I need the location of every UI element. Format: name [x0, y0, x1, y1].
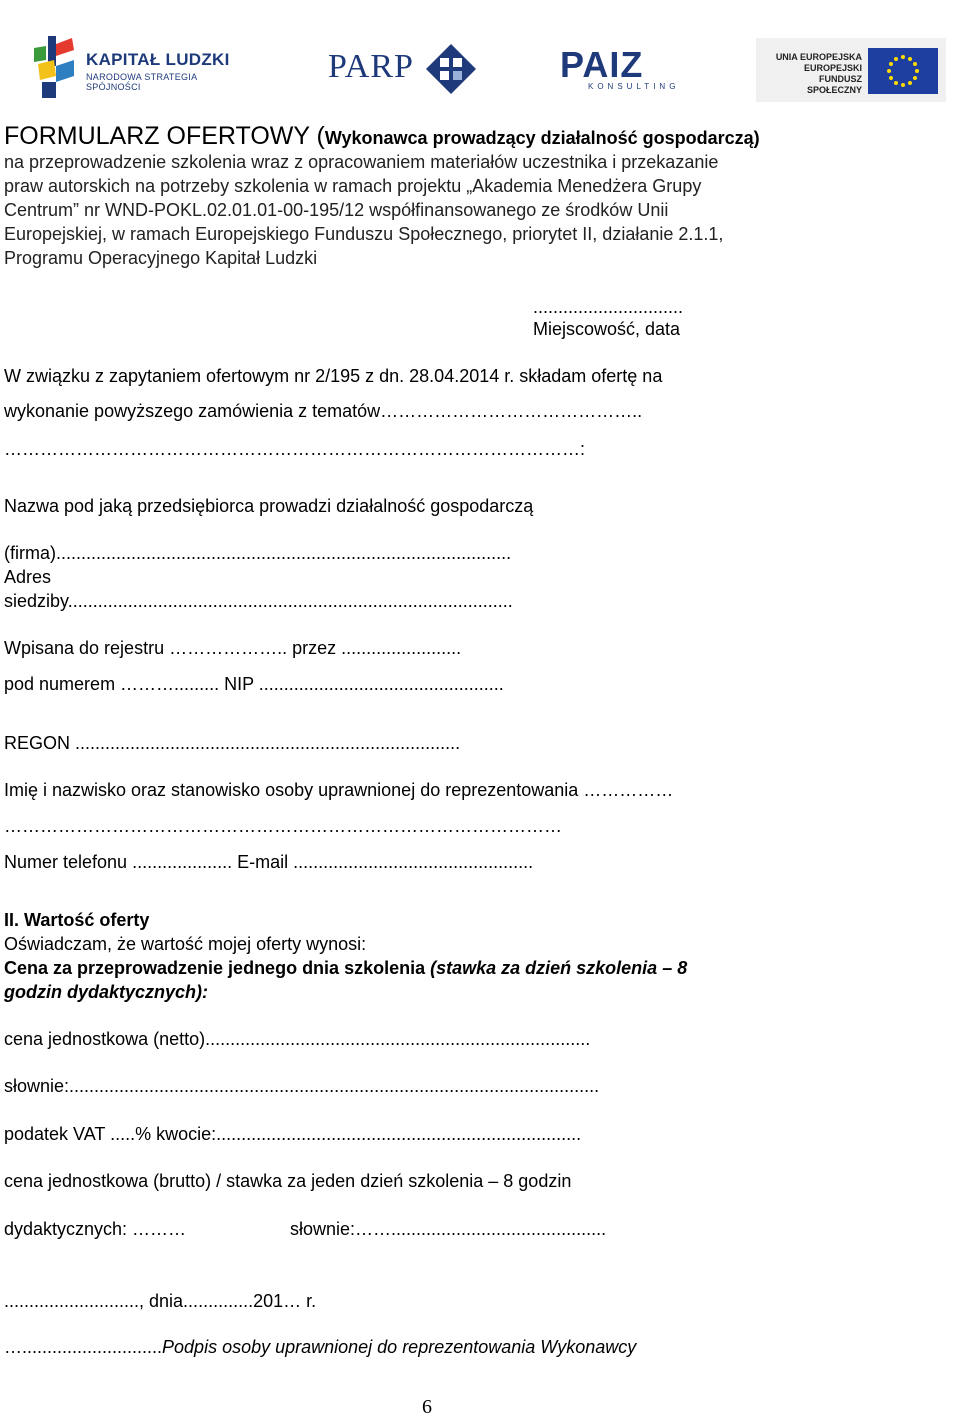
- header-line-6: Programu Operacyjnego Kapitał Ludzki: [4, 248, 318, 268]
- slownie-field: słownie:..........................................................................................................: [4, 1076, 600, 1096]
- brutto-slownie-field: słownie:……...........................................: [290, 1219, 607, 1239]
- company-name-label: Nazwa pod jaką przedsiębiorca prowadzi działalność gospodarczą: [4, 496, 534, 516]
- kapital-ludzki-mark-icon: [34, 36, 78, 98]
- brutto-line-2: dydaktycznych: ………: [4, 1219, 187, 1239]
- eu-logo: [756, 38, 946, 102]
- siedziby-field: siedziby.........................................................................................: [4, 591, 513, 611]
- price-bold-text: Cena za przeprowadzenie jednego dnia szkolenia: [4, 958, 426, 978]
- header-line-4: Centrum” nr WND-POKL.02.01.01-00-195/12 współfinansowanego ze środków Unii: [4, 200, 669, 220]
- kapital-ludzki-subtitle: NARODOWA STRATEGIA SPÓJNOŚCI: [86, 72, 197, 92]
- header-line-3: praw autorskich na potrzeby szkolenia w ramach projektu „Akademia Menedżera Grupy: [4, 176, 702, 196]
- paiz-subtitle: KONSULTING: [588, 82, 680, 91]
- page-number: 6: [422, 1396, 432, 1418]
- adres-label: Adres: [4, 567, 52, 587]
- eu-line-2: EUROPEJSKI: [803, 63, 862, 73]
- form-title-small: Wykonawca prowadzący działalność gospodarczą): [324, 128, 760, 148]
- eu-text: [766, 52, 862, 96]
- brutto-line-1: cena jednostkowa (brutto) / stawka za jeden dzień szkolenia – 8 godzin: [4, 1171, 572, 1191]
- intro-line-1: W związku z zapytaniem ofertowym nr 2/195 z dn. 28.04.2014 r. składam ofertę na: [4, 366, 663, 386]
- parp-name: PARP: [328, 48, 414, 85]
- price-line-1: [4, 957, 687, 979]
- parp-mark-icon: [426, 44, 476, 94]
- header-line-2: na przeprowadzenie szkolenia wraz z opracowaniem materiałów uczestnika i przekazanie: [4, 152, 719, 172]
- price-line-2: godzin dydaktycznych):: [4, 982, 209, 1002]
- eu-flag-icon: [868, 48, 938, 94]
- representative-label: Imię i nazwisko oraz stanowisko osoby uprawnionej do reprezentowania ……………: [4, 780, 674, 800]
- value-statement: Oświadczam, że wartość mojej oferty wynosi:: [4, 934, 367, 954]
- place-date-dots: ..............................: [533, 297, 684, 317]
- netto-field: cena jednostkowa (netto).............................................................................: [4, 1029, 591, 1049]
- signature-label: Podpis osoby uprawnionej do reprezentowania Wykonawcy: [162, 1337, 637, 1357]
- firma-field: (firma)...........................................................................................: [4, 543, 512, 563]
- register-field: Wpisana do rejestru ……………….. przez ........................: [4, 638, 462, 658]
- eu-line-3: FUNDUSZ SPOŁECZNY: [806, 74, 862, 95]
- header-line-5: Europejskiej, w ramach Europejskiego Funduszu Społecznego, priorytet II, działanie 2.1.1,: [4, 224, 724, 244]
- signature-dots: …............................: [4, 1337, 163, 1357]
- value-heading: II. Wartość oferty: [4, 910, 150, 930]
- price-italic-text: (stawka za dzień szkolenia – 8: [425, 958, 688, 978]
- phone-email-field: Numer telefonu .................... E-mail ................................................: [4, 852, 534, 872]
- vat-field: podatek VAT .....% kwocie:.........................................................................: [4, 1124, 582, 1144]
- paiz-name: PAIZ: [560, 44, 644, 85]
- kapital-ludzki-name: KAPITAŁ LUDZKI: [86, 50, 230, 69]
- logo-bar: [0, 0, 960, 110]
- intro-line-3: ……………………………………………………………………………………:: [4, 439, 586, 459]
- date-field: ..........................., dnia..............201… r.: [4, 1291, 317, 1311]
- representative-dots: …………………………………………………………………………………: [4, 816, 562, 836]
- intro-line-2: wykonanie powyższego zamówienia z tematów……………………………………..: [4, 401, 643, 421]
- regon-field: REGON .............................................................................: [4, 733, 461, 753]
- place-date-label: Miejscowość, data: [533, 319, 681, 339]
- parp-logo: [328, 44, 478, 94]
- kapital-ludzki-logo: [34, 36, 234, 100]
- signature-line: [4, 1336, 636, 1358]
- number-nip-field: pod numerem ………......... NIP .................................................: [4, 674, 504, 694]
- form-title: [4, 121, 760, 151]
- paiz-logo: [560, 44, 680, 94]
- form-title-main: FORMULARZ OFERTOWY (: [4, 122, 325, 150]
- eu-line-1: UNIA EUROPEJSKA: [775, 52, 862, 62]
